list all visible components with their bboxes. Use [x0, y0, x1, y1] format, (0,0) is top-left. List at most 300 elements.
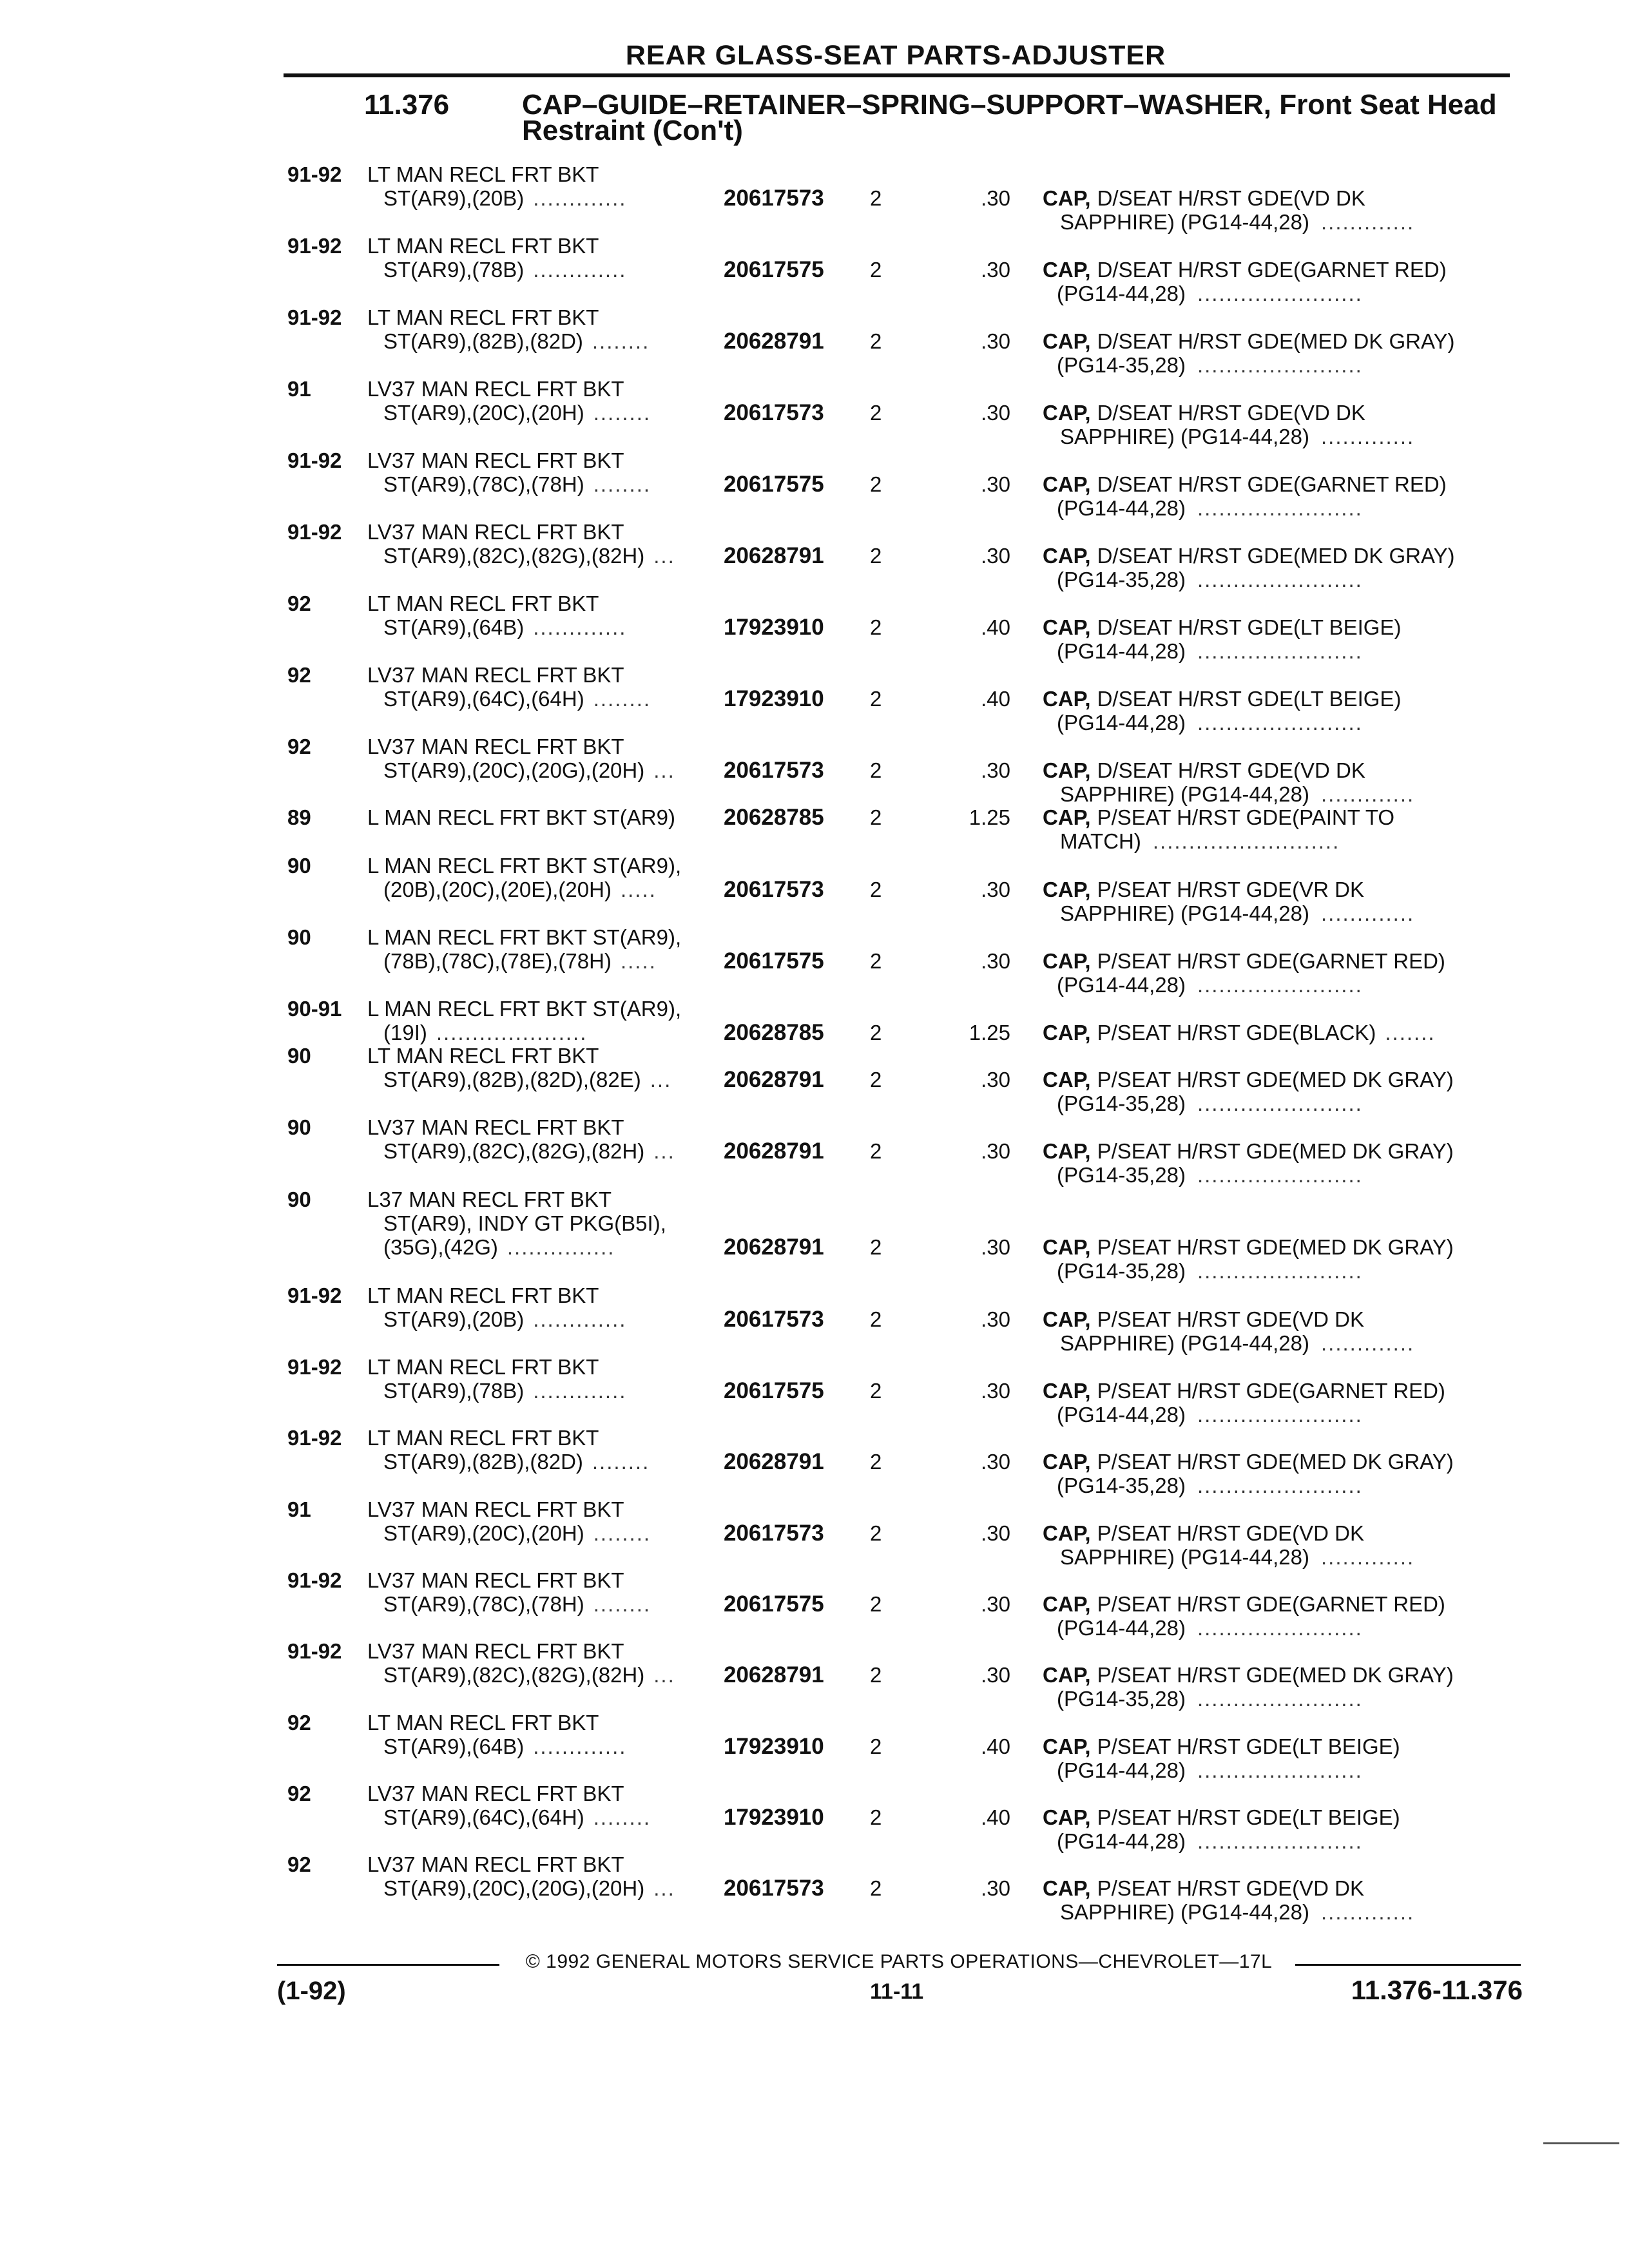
- scan-mark: [1543, 2142, 1619, 2144]
- model-year: 92: [287, 1711, 311, 1735]
- description-text: (35G),(42G): [383, 1235, 498, 1259]
- table-row: [0, 1568, 1629, 1639]
- quantity: 2: [870, 687, 882, 711]
- price: .30: [981, 1068, 1010, 1091]
- description-text: ST(AR9),(78B): [383, 258, 525, 282]
- part-description-line2: [1057, 1163, 1363, 1187]
- description-line2: [383, 1068, 671, 1091]
- part-description-text: (PG14-44,28): [1057, 282, 1186, 305]
- description-text: ST(AR9),(20C),(20H): [383, 1521, 584, 1545]
- leader-dots: .......................: [1197, 1616, 1363, 1640]
- cap-label: CAP,: [1043, 687, 1091, 711]
- table-row: [0, 1044, 1629, 1115]
- table-row: [0, 1711, 1629, 1782]
- part-description-text: (PG14-44,28): [1057, 1829, 1186, 1853]
- part-description-text: SAPPHIRE) (PG14-44,28): [1060, 210, 1309, 234]
- price: .30: [981, 1235, 1010, 1259]
- leader-dots: .......................: [1197, 711, 1363, 735]
- cap-label: CAP,: [1043, 1235, 1091, 1259]
- table-row: [0, 591, 1629, 662]
- part-description-line1: [1043, 687, 1401, 711]
- price: .30: [981, 1592, 1010, 1616]
- part-description-text: P/SEAT H/RST GDE(VD DK: [1097, 1521, 1365, 1545]
- description-line1: LV37 MAN RECL FRT BKT: [367, 1568, 624, 1592]
- part-description-line1: [1043, 1663, 1454, 1687]
- leader-dots: .......................: [1197, 1474, 1363, 1497]
- part-description-text: (PG14-35,28): [1057, 353, 1186, 377]
- part-description-text: (PG14-35,28): [1057, 568, 1186, 591]
- cap-label: CAP,: [1043, 1592, 1091, 1616]
- leader-dots: .......................: [1197, 1687, 1363, 1711]
- leader-dots: .......................: [1197, 973, 1363, 997]
- part-description-line1: [1043, 1521, 1364, 1545]
- leader-dots: ........: [593, 1805, 651, 1829]
- quantity: 2: [870, 805, 882, 829]
- table-row: [0, 1852, 1629, 1923]
- description-line1: LT MAN RECL FRT BKT: [367, 1044, 599, 1068]
- price: .30: [981, 544, 1010, 568]
- leader-dots: .....................: [436, 1021, 588, 1044]
- leader-dots: ...: [650, 1068, 672, 1091]
- leader-dots: .......................: [1197, 496, 1363, 520]
- leader-dots: .............: [1320, 210, 1415, 234]
- leader-dots: ........: [592, 1450, 650, 1474]
- part-description-text: D/SEAT H/RST GDE(GARNET RED): [1097, 472, 1447, 496]
- part-number: 20628791: [724, 543, 824, 568]
- part-number: 17923910: [724, 686, 824, 711]
- part-number: 20617573: [724, 1307, 824, 1332]
- price: .30: [981, 758, 1010, 782]
- part-description-text: (PG14-35,28): [1057, 1163, 1186, 1187]
- part-description-line1: [1043, 544, 1455, 568]
- description-text: ST(AR9),(64C),(64H): [383, 687, 584, 711]
- part-description-text: P/SEAT H/RST GDE(MED DK GRAY): [1097, 1450, 1454, 1474]
- part-description-text: P/SEAT H/RST GDE(MED DK GRAY): [1097, 1139, 1454, 1163]
- leader-dots: .............: [533, 1735, 627, 1758]
- part-number: 20628791: [724, 1449, 824, 1474]
- model-year: 90: [287, 925, 311, 949]
- part-description-text: (PG14-44,28): [1057, 711, 1186, 735]
- model-year: 90: [287, 1187, 311, 1211]
- price: .30: [981, 1307, 1010, 1331]
- part-description-line2: [1057, 1091, 1363, 1115]
- part-description-line1: [1043, 1139, 1454, 1163]
- description-line2: [383, 758, 675, 782]
- cap-label: CAP,: [1043, 1521, 1091, 1545]
- description-line2: [383, 1735, 626, 1758]
- quantity: 2: [870, 1805, 882, 1829]
- description-line1: LV37 MAN RECL FRT BKT: [367, 448, 624, 472]
- table-row: [0, 162, 1629, 233]
- description-line2: [383, 401, 651, 425]
- description-text: ST(AR9),(20C),(20H): [383, 401, 584, 425]
- quantity: 2: [870, 1307, 882, 1331]
- table-row: [0, 234, 1629, 305]
- table-row: [0, 1639, 1629, 1710]
- cap-label: CAP,: [1043, 1450, 1091, 1474]
- part-description-text: P/SEAT H/RST GDE(PAINT TO: [1097, 805, 1395, 829]
- description-line2: [383, 615, 626, 639]
- description-text: ST(AR9),(82C),(82G),(82H): [383, 1139, 645, 1163]
- description-line1: LV37 MAN RECL FRT BKT: [367, 520, 624, 544]
- part-number: 20617575: [724, 948, 824, 974]
- leader-dots: ...............: [506, 1235, 615, 1259]
- part-description-line2: [1057, 1403, 1363, 1427]
- part-description-line2: [1057, 496, 1363, 520]
- description-line2: [383, 1663, 675, 1687]
- table-row: [0, 1426, 1629, 1497]
- part-description-text: P/SEAT H/RST GDE(MED DK GRAY): [1097, 1235, 1454, 1259]
- model-year: 91-92: [287, 1426, 342, 1450]
- quantity: 2: [870, 1068, 882, 1091]
- part-description-line1: [1043, 758, 1365, 782]
- footer-rule-right: [1295, 1964, 1521, 1966]
- part-description-line2: [1060, 210, 1414, 234]
- quantity: 2: [870, 1379, 882, 1403]
- leader-dots: ........: [593, 1592, 651, 1616]
- quantity: 2: [870, 472, 882, 496]
- table-row: [0, 1782, 1629, 1852]
- cap-label: CAP,: [1043, 615, 1091, 639]
- quantity: 2: [870, 1021, 882, 1044]
- part-number: 17923910: [724, 1734, 824, 1759]
- description-line2: [383, 1521, 651, 1545]
- description-text: (19I): [383, 1021, 427, 1044]
- part-description-line1: [1043, 1307, 1364, 1331]
- part-description-text: (PG14-35,28): [1057, 1474, 1186, 1497]
- quantity: 2: [870, 949, 882, 973]
- description-line1: L MAN RECL FRT BKT ST(AR9),: [367, 854, 682, 878]
- part-description-line1: [1043, 615, 1401, 639]
- model-year: 92: [287, 1852, 311, 1876]
- description-line1b: ST(AR9), INDY GT PKG(B5I),: [383, 1211, 666, 1235]
- part-number: 20617575: [724, 1378, 824, 1403]
- description-text: L MAN RECL FRT BKT ST(AR9): [367, 805, 675, 829]
- leader-dots: .............: [1320, 901, 1415, 925]
- part-description-text: (PG14-44,28): [1057, 973, 1186, 997]
- price: .40: [981, 1805, 1010, 1829]
- quantity: 2: [870, 878, 882, 901]
- description-line2: [383, 1876, 675, 1900]
- part-description-line2: [1057, 282, 1363, 305]
- leader-dots: .............: [533, 1379, 627, 1403]
- description-line1: LV37 MAN RECL FRT BKT: [367, 377, 624, 401]
- description-line2: [383, 1307, 626, 1331]
- part-description-text: D/SEAT H/RST GDE(VD DK: [1097, 758, 1365, 782]
- cap-label: CAP,: [1043, 1021, 1091, 1044]
- section-title-line2: Restraint (Con't): [522, 115, 743, 146]
- part-description-text: SAPPHIRE) (PG14-44,28): [1060, 425, 1309, 448]
- description-text: ST(AR9),(78B): [383, 1379, 525, 1403]
- part-description-line2: [1057, 1758, 1363, 1782]
- description-line2: [383, 1592, 651, 1616]
- leader-dots: .............: [1320, 1900, 1415, 1924]
- part-number: 20617575: [724, 472, 824, 497]
- part-description-line2: [1057, 1474, 1363, 1497]
- table-row: [0, 1497, 1629, 1568]
- footer-copyright: © 1992 GENERAL MOTORS SERVICE PARTS OPERATIONS—CHEVROLET—17L: [525, 1951, 1273, 1972]
- model-year: 90: [287, 854, 311, 878]
- cap-label: CAP,: [1043, 1663, 1091, 1687]
- description-text: ST(AR9),(82B),(82D),(82E): [383, 1068, 641, 1091]
- part-description-text: SAPPHIRE) (PG14-44,28): [1060, 1331, 1309, 1355]
- description-text: ST(AR9),(78C),(78H): [383, 472, 584, 496]
- quantity: 2: [870, 1663, 882, 1687]
- leader-dots: .............: [533, 615, 627, 639]
- price: .30: [981, 1521, 1010, 1545]
- part-description-line2: [1057, 568, 1363, 591]
- description-text: (78B),(78C),(78E),(78H): [383, 949, 612, 973]
- footer-rule-left: [277, 1964, 499, 1966]
- part-number: 20628785: [724, 805, 824, 830]
- part-description-line1: [1043, 472, 1447, 496]
- model-year: 91-92: [287, 1639, 342, 1663]
- leader-dots: .......................: [1197, 568, 1363, 591]
- description-text: (20B),(20C),(20E),(20H): [383, 878, 612, 901]
- cap-label: CAP,: [1043, 544, 1091, 568]
- quantity: 2: [870, 758, 882, 782]
- part-description-line2: [1060, 829, 1340, 853]
- model-year: 90-91: [287, 997, 342, 1021]
- part-number: 17923910: [724, 615, 824, 640]
- price: 1.25: [969, 1021, 1010, 1044]
- part-description-line1: [1043, 1450, 1454, 1474]
- leader-dots: ...: [653, 1139, 675, 1163]
- price: .30: [981, 949, 1010, 973]
- leader-dots: .......................: [1197, 282, 1363, 305]
- description-line2: [383, 1379, 626, 1403]
- part-description-line1: [1043, 1021, 1436, 1044]
- part-number: 20617575: [724, 257, 824, 282]
- part-description-text: P/SEAT H/RST GDE(GARNET RED): [1097, 949, 1445, 973]
- footer-page-number: 11-11: [870, 1979, 924, 2004]
- description-line1: LT MAN RECL FRT BKT: [367, 305, 599, 329]
- part-description-line1: [1043, 1735, 1400, 1758]
- model-year: 91: [287, 1497, 311, 1521]
- description-line2: [383, 1139, 675, 1163]
- leader-dots: ........: [593, 401, 651, 425]
- price: .30: [981, 329, 1010, 353]
- table-row: [0, 1187, 1629, 1283]
- part-description-text: D/SEAT H/RST GDE(MED DK GRAY): [1097, 544, 1455, 568]
- part-description-line1: [1043, 1805, 1400, 1829]
- part-description-line2: [1060, 1900, 1414, 1924]
- part-description-text: P/SEAT H/RST GDE(MED DK GRAY): [1097, 1068, 1454, 1091]
- part-description-text: P/SEAT H/RST GDE(VD DK: [1097, 1876, 1365, 1900]
- table-row: [0, 305, 1629, 376]
- leader-dots: .......................: [1197, 1403, 1363, 1427]
- cap-label: CAP,: [1043, 1139, 1091, 1163]
- model-year: 90: [287, 1044, 311, 1068]
- leader-dots: .......................: [1197, 1259, 1363, 1283]
- quantity: 2: [870, 329, 882, 353]
- part-description-text: (PG14-44,28): [1057, 496, 1186, 520]
- part-description-text: P/SEAT H/RST GDE(MED DK GRAY): [1097, 1663, 1454, 1687]
- description-line2: [383, 687, 651, 711]
- part-description-line2: [1057, 973, 1363, 997]
- part-description-text: SAPPHIRE) (PG14-44,28): [1060, 782, 1309, 806]
- part-description-line1: [1043, 1068, 1454, 1091]
- part-description-text: P/SEAT H/RST GDE(VD DK: [1097, 1307, 1365, 1331]
- description-line2: [383, 258, 626, 282]
- model-year: 92: [287, 1782, 311, 1805]
- part-description-text: (PG14-44,28): [1057, 1616, 1186, 1640]
- leader-dots: ...: [653, 544, 675, 568]
- description-line1: LT MAN RECL FRT BKT: [367, 591, 599, 615]
- part-number: 20617573: [724, 758, 824, 783]
- part-description-line1: [1043, 1876, 1364, 1900]
- part-number: 20617575: [724, 1591, 824, 1617]
- part-description-line1: [1043, 258, 1447, 282]
- model-year: 90: [287, 1115, 311, 1139]
- table-row: [0, 735, 1629, 805]
- leader-dots: .............: [533, 1307, 627, 1331]
- price: .30: [981, 1139, 1010, 1163]
- leader-dots: .......................: [1197, 1091, 1363, 1115]
- leader-dots: .....: [620, 878, 657, 901]
- table-row: [0, 854, 1629, 925]
- table-row: [0, 377, 1629, 448]
- cap-label: CAP,: [1043, 1068, 1091, 1091]
- part-description-line2: [1057, 1616, 1363, 1640]
- quantity: 2: [870, 186, 882, 210]
- part-number: 17923910: [724, 1805, 824, 1830]
- price: .40: [981, 687, 1010, 711]
- description-line1: L MAN RECL FRT BKT ST(AR9),: [367, 997, 682, 1021]
- part-description-line2: [1060, 782, 1414, 806]
- part-description-text: SAPPHIRE) (PG14-44,28): [1060, 1545, 1309, 1569]
- quantity: 2: [870, 258, 882, 282]
- leader-dots: .............: [1320, 1545, 1415, 1569]
- cap-label: CAP,: [1043, 1805, 1091, 1829]
- table-row: [0, 1283, 1629, 1354]
- leader-dots: ...: [653, 758, 675, 782]
- quantity: 2: [870, 1450, 882, 1474]
- description-line2: [367, 805, 675, 829]
- description-line2: [383, 1805, 651, 1829]
- model-year: 91-92: [287, 234, 342, 258]
- description-text: ST(AR9),(78C),(78H): [383, 1592, 584, 1616]
- table-row: [0, 448, 1629, 519]
- price: .30: [981, 186, 1010, 210]
- footer-section-range: 11.376-11.376: [1351, 1975, 1523, 2005]
- leader-dots: .......: [1385, 1021, 1436, 1044]
- table-row: [0, 1115, 1629, 1186]
- description-line1: LV37 MAN RECL FRT BKT: [367, 1115, 624, 1139]
- cap-label: CAP,: [1043, 472, 1091, 496]
- description-line1: L37 MAN RECL FRT BKT: [367, 1187, 612, 1211]
- description-line2: [383, 544, 675, 568]
- part-description-text: SAPPHIRE) (PG14-44,28): [1060, 1900, 1309, 1924]
- model-year: 91-92: [287, 448, 342, 472]
- part-description-text: (PG14-35,28): [1057, 1259, 1186, 1283]
- part-description-line1: [1043, 1592, 1445, 1616]
- cap-label: CAP,: [1043, 329, 1091, 353]
- price: .40: [981, 615, 1010, 639]
- description-line1: LV37 MAN RECL FRT BKT: [367, 1497, 624, 1521]
- cap-label: CAP,: [1043, 1307, 1091, 1331]
- part-description-line2: [1060, 901, 1414, 925]
- model-year: 92: [287, 591, 311, 615]
- part-description-line2: [1060, 1331, 1414, 1355]
- footer-date-code: (1-92): [277, 1977, 346, 2005]
- part-description-line2: [1060, 425, 1414, 448]
- part-description-text: (PG14-44,28): [1057, 1403, 1186, 1427]
- cap-label: CAP,: [1043, 1876, 1091, 1900]
- description-text: ST(AR9),(82C),(82G),(82H): [383, 544, 645, 568]
- description-text: ST(AR9),(82C),(82G),(82H): [383, 1663, 645, 1687]
- description-line1: LT MAN RECL FRT BKT: [367, 162, 599, 186]
- part-description-text: (PG14-35,28): [1057, 1687, 1186, 1711]
- part-description-line1: [1043, 878, 1364, 901]
- part-number: 20628791: [724, 1662, 824, 1687]
- cap-label: CAP,: [1043, 949, 1091, 973]
- price: .30: [981, 401, 1010, 425]
- part-description-line1: [1043, 1235, 1454, 1259]
- part-description-text: D/SEAT H/RST GDE(MED DK GRAY): [1097, 329, 1455, 353]
- price: .30: [981, 258, 1010, 282]
- leader-dots: .............: [1320, 425, 1415, 448]
- cap-label: CAP,: [1043, 1379, 1091, 1403]
- part-description-text: P/SEAT H/RST GDE(BLACK): [1097, 1021, 1376, 1044]
- leader-dots: .......................: [1197, 1163, 1363, 1187]
- price: .30: [981, 878, 1010, 901]
- part-description-line1: [1043, 949, 1445, 973]
- description-line2: [383, 1450, 650, 1474]
- part-description-line2: [1057, 1259, 1363, 1283]
- quantity: 2: [870, 401, 882, 425]
- part-description-text: SAPPHIRE) (PG14-44,28): [1060, 901, 1309, 925]
- price: 1.25: [969, 805, 1010, 829]
- model-year: 91-92: [287, 1355, 342, 1379]
- part-description-text: D/SEAT H/RST GDE(GARNET RED): [1097, 258, 1447, 282]
- description-line1: LT MAN RECL FRT BKT: [367, 234, 599, 258]
- description-line1: LT MAN RECL FRT BKT: [367, 1426, 599, 1450]
- leader-dots: .......................: [1197, 353, 1363, 377]
- quantity: 2: [870, 1592, 882, 1616]
- quantity: 2: [870, 544, 882, 568]
- leader-dots: .......................: [1197, 1758, 1363, 1782]
- description-line1: LV37 MAN RECL FRT BKT: [367, 735, 624, 758]
- part-description-line1: [1043, 805, 1394, 829]
- leader-dots: ........: [593, 1521, 651, 1545]
- part-description-text: P/SEAT H/RST GDE(LT BEIGE): [1097, 1805, 1400, 1829]
- description-line1: LT MAN RECL FRT BKT: [367, 1283, 599, 1307]
- quantity: 2: [870, 615, 882, 639]
- model-year: 91-92: [287, 1283, 342, 1307]
- part-number: 20617573: [724, 877, 824, 902]
- part-number: 20628785: [724, 1020, 824, 1045]
- cap-label: CAP,: [1043, 878, 1091, 901]
- leader-dots: .............: [1320, 1331, 1415, 1355]
- part-number: 20617573: [724, 1876, 824, 1901]
- part-number: 20617573: [724, 186, 824, 211]
- description-line1: LT MAN RECL FRT BKT: [367, 1355, 599, 1379]
- part-number: 20617573: [724, 400, 824, 425]
- description-text: ST(AR9),(82B),(82D): [383, 329, 583, 353]
- part-description-text: P/SEAT H/RST GDE(LT BEIGE): [1097, 1735, 1400, 1758]
- part-description-line2: [1057, 711, 1363, 735]
- section-title-line1: CAP–GUIDE–RETAINER–SPRING–SUPPORT–WASHER, Front Seat Head: [522, 89, 1497, 120]
- cap-label: CAP,: [1043, 805, 1091, 829]
- part-description-text: D/SEAT H/RST GDE(VD DK: [1097, 401, 1365, 425]
- leader-dots: ........: [593, 472, 651, 496]
- price: .30: [981, 1876, 1010, 1900]
- leader-dots: ...: [653, 1876, 675, 1900]
- description-text: ST(AR9),(64C),(64H): [383, 1805, 584, 1829]
- cap-label: CAP,: [1043, 186, 1091, 210]
- part-description-line2: [1057, 639, 1363, 663]
